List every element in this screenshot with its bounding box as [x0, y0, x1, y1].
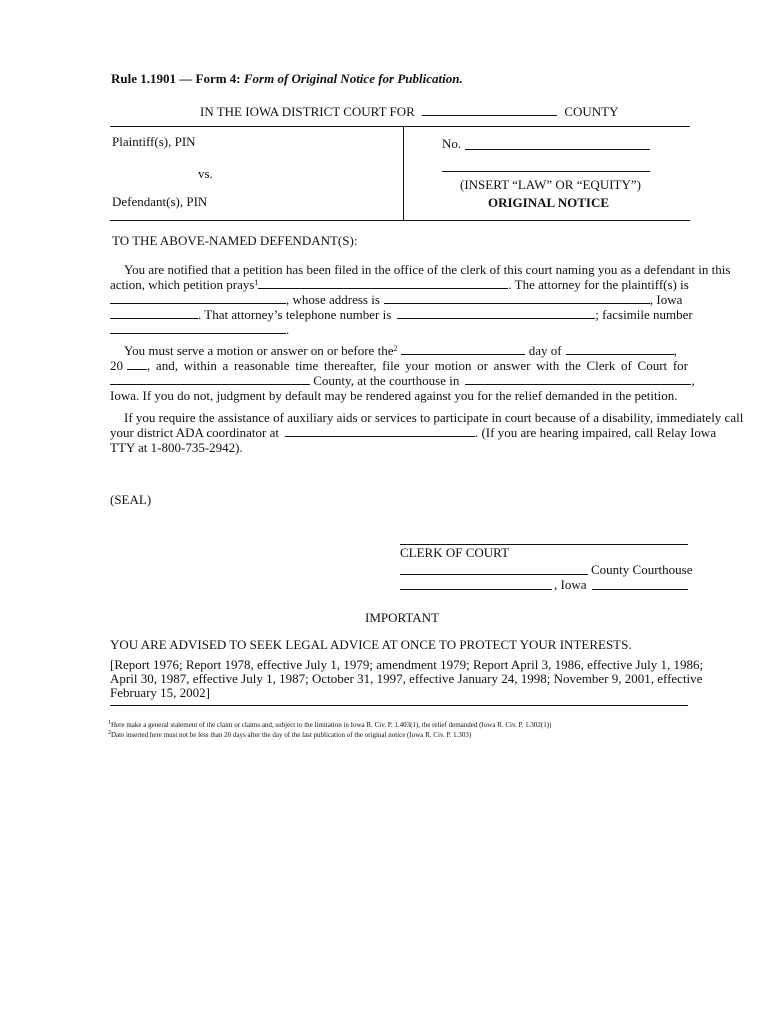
iowa-label: , Iowa: [554, 577, 587, 592]
footnote-1: [108, 721, 551, 729]
zip-blank[interactable]: [110, 307, 198, 319]
para2-line4: Iowa. If you do not, judgment by default may be rendered against you for the relief demanded in the petition.: [110, 388, 678, 403]
seal-label: (SEAL): [110, 492, 152, 507]
court-heading: [200, 104, 619, 120]
para2-comma2: ,: [691, 373, 695, 388]
para1-line3: [110, 292, 688, 308]
day-of-text: day of: [528, 343, 562, 358]
relay-text: . (If you are hearing impaired, call Relay Iowa: [474, 425, 717, 440]
para3-line2: [110, 425, 717, 441]
para1-period: .: [286, 322, 290, 337]
case-type-blank[interactable]: [442, 171, 650, 172]
footnote-1-text: Here make a general statement of the claim or claims and, subject to the limitation in Iowa R. Civ. P. 1.403(1), the relief demanded (Iowa R. Civ. P. 1.302(1)): [111, 721, 552, 729]
facsimile-text: ; facsimile number: [595, 307, 693, 322]
case-number-blank[interactable]: [465, 149, 650, 150]
caption-top-rule: [110, 126, 690, 127]
facsimile-blank[interactable]: [110, 322, 286, 334]
year-blank[interactable]: [127, 358, 147, 370]
serve-text: You must serve a motion or answer on or before the: [124, 343, 394, 358]
para2-comma1: ,: [673, 343, 677, 358]
attorney-address-blank[interactable]: [384, 292, 650, 304]
legal-advice-warning: YOU ARE ADVISED TO SEEK LEGAL ADVICE AT ONCE TO PROTECT YOUR INTERESTS.: [110, 637, 632, 652]
court-suffix: COUNTY: [564, 104, 619, 119]
footnote-2-text: Date inserted here must not be less than 20 days after the day of the last publication of the original notice (Iowa R. Civ. P. 1.303): [111, 731, 472, 739]
form-title-text: Form of Original Notice for Publication.: [243, 71, 463, 86]
prayer-blank[interactable]: [258, 277, 508, 289]
addressee: TO THE ABOVE-NAMED DEFENDANT(S):: [112, 233, 358, 248]
attorney-name-blank[interactable]: [110, 292, 286, 304]
para1-line5: [110, 322, 688, 338]
footnote-2-mark: 2: [108, 730, 111, 736]
clerk-label: CLERK OF COURT: [400, 545, 510, 560]
ada-phone-blank[interactable]: [285, 425, 475, 437]
court-prefix: IN THE IOWA DISTRICT COURT FOR: [200, 104, 415, 119]
defendant-label: Defendant(s), PIN: [112, 194, 208, 209]
para2-line1: [110, 343, 688, 359]
caption-bottom-rule: [110, 220, 690, 221]
para1-line2: [110, 277, 688, 293]
file-text: , and, within a reasonable time thereafter, file your motion or answer with the Clerk of Court for: [147, 358, 688, 373]
case-number-label: No.: [442, 136, 462, 151]
footnote-ref-1: 1: [254, 278, 259, 287]
important-heading: IMPORTANT: [365, 610, 440, 625]
history-line2: April 30, 1987, effective July 1, 1987; October 31, 1997, effective January 24, 1998; November 9, 2001, effective: [110, 671, 703, 686]
history-line1: [Report 1976; Report 1978, effective July 1, 1979; amendment 1979; Report April 3, 1986, effective July 1, 1986;: [110, 657, 704, 672]
rule-label: Rule 1.1901 — Form 4:: [111, 71, 241, 86]
para1-line4: [110, 307, 693, 323]
ada-text: your district ADA coordinator at: [110, 425, 279, 440]
zip-code-blank[interactable]: [592, 589, 688, 590]
month-blank[interactable]: [566, 343, 674, 355]
year-prefix: 20: [110, 358, 123, 373]
courthouse-text: County, at the courthouse in: [313, 373, 460, 388]
attorney-text: . The attorney for the plaintiff(s) is: [508, 277, 689, 292]
versus-label: vs.: [198, 166, 213, 181]
footnote-2: [108, 731, 471, 739]
law-equity-label: (INSERT “LAW” OR “EQUITY”): [460, 177, 641, 192]
para1-line1: You are notified that a petition has been filed in the office of the clerk of this court naming you as a defendant in this: [124, 262, 731, 277]
para3-line3: TTY at 1-800-735-2942).: [110, 440, 243, 455]
para2-line3: [110, 373, 695, 389]
county-blank[interactable]: [422, 104, 557, 116]
footnote-ref-2: 2: [393, 344, 398, 353]
plaintiff-label: Plaintiff(s), PIN: [112, 134, 196, 149]
telephone-text: . That attorney’s telephone number is: [198, 307, 392, 322]
day-blank[interactable]: [401, 343, 525, 355]
form-title: [111, 71, 463, 87]
footnote-1-mark: 1: [108, 720, 111, 726]
clerk-county-blank[interactable]: [110, 373, 310, 385]
para3-line1: If you require the assistance of auxiliary aids or services to participate in court because of a disability, immediately call: [124, 410, 744, 425]
city-blank[interactable]: [400, 589, 552, 590]
iowa-text: , Iowa: [649, 292, 683, 307]
address-text: , whose address is: [286, 292, 380, 307]
telephone-blank[interactable]: [397, 307, 595, 319]
courthouse-county-blank[interactable]: [400, 574, 588, 575]
prays-text: action, which petition prays: [110, 277, 255, 292]
footnote-rule: [110, 705, 688, 706]
para2-line2: [110, 358, 688, 374]
history-line3: February 15, 2002]: [110, 685, 211, 700]
notice-title: ORIGINAL NOTICE: [488, 195, 609, 210]
courthouse-label: County Courthouse: [591, 562, 693, 577]
courthouse-city-blank[interactable]: [465, 373, 691, 385]
caption-divider: [403, 127, 404, 220]
